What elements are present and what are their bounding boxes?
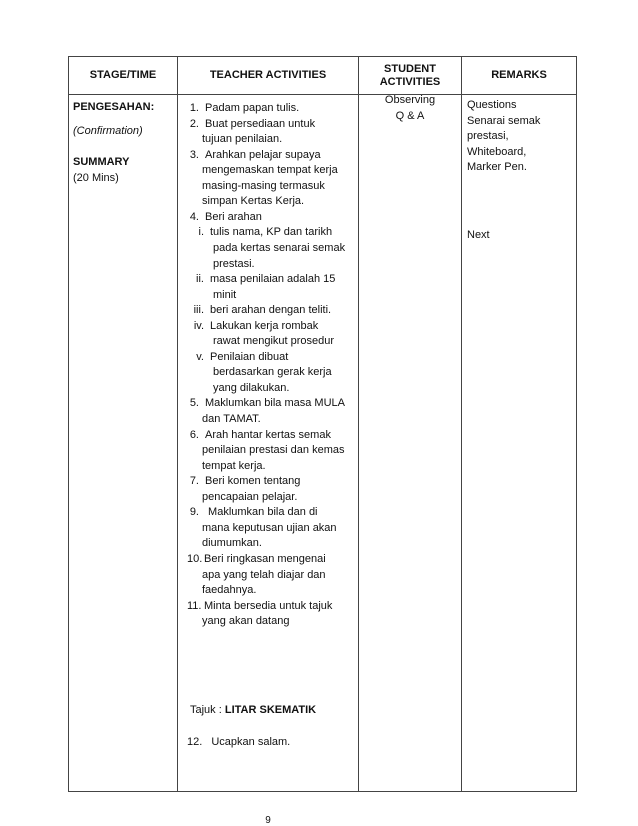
activity-text: Lakukan kerja rombak <box>210 319 319 332</box>
remarks-line: Questions <box>467 99 517 111</box>
teacher-activity-line <box>189 505 318 519</box>
teacher-activity-line <box>202 490 297 504</box>
teacher-activity-line <box>189 117 315 131</box>
student-qa: Q & A <box>395 109 425 122</box>
activity-text: dan TAMAT. <box>202 413 261 425</box>
remarks-next: Next <box>467 228 490 241</box>
activity-text: faedahnya. <box>202 584 257 597</box>
stage-subtitle: (Confirmation) <box>73 124 143 137</box>
activity-number: iv. <box>193 319 204 332</box>
teacher-activity-line <box>182 350 288 364</box>
activity-number: i. <box>198 226 204 239</box>
teacher-activity-line <box>189 101 299 115</box>
activity-text: pada kertas senarai semak <box>213 242 346 254</box>
stage-time: (20 Mins) <box>73 171 119 184</box>
stage-summary: SUMMARY <box>73 156 130 168</box>
teacher-cell <box>178 95 359 826</box>
tajuk-line <box>190 703 316 717</box>
activity-text: pencapaian pelajar. <box>202 490 298 503</box>
activity-number: 3. <box>189 148 199 161</box>
teacher-activity-line <box>202 179 325 193</box>
teacher-activity-line <box>189 396 345 410</box>
activity-text: Beri ringkasan mengenai <box>204 553 326 565</box>
teacher-activity-line <box>189 148 321 162</box>
teacher-activity-line <box>202 443 344 457</box>
teacher-activity-line <box>202 614 289 628</box>
teacher-activity-line <box>213 257 255 271</box>
activity-text: Buat persediaan untuk <box>205 117 316 130</box>
teacher-activity-line <box>182 303 331 317</box>
activity-text: yang dilakukan. <box>213 381 290 394</box>
body-row <box>69 95 577 792</box>
activity-text: tujuan penilaian. <box>202 133 283 146</box>
tajuk-value: LITAR SKEMATIK <box>224 704 317 716</box>
header-row <box>69 57 577 95</box>
activity-text: Maklumkan bila masa MULA <box>205 397 345 410</box>
student-cell <box>359 95 462 792</box>
activity-number: 7. <box>189 475 199 488</box>
remarks-cell <box>462 95 577 792</box>
activity-number: 6. <box>189 428 199 441</box>
activity-text: tempat kerja. <box>202 459 266 472</box>
closing-text: Ucapkan salam. <box>211 736 291 748</box>
header-student <box>359 57 462 95</box>
activity-text: minit <box>213 288 237 301</box>
closing-number: 12. <box>187 736 203 748</box>
teacher-activity-line <box>182 272 335 286</box>
activity-text: yang akan datang <box>202 615 290 628</box>
activity-text: tulis nama, KP dan tarikh <box>210 226 333 239</box>
activity-number: 1. <box>189 102 199 114</box>
remarks-line: Whiteboard, <box>467 145 527 158</box>
activity-text: masa penilaian adalah 15 <box>210 273 336 286</box>
activity-number: 5. <box>189 397 199 410</box>
activity-number: 2. <box>189 117 199 130</box>
teacher-activity-line <box>202 163 338 177</box>
activity-text: Padam papan tulis. <box>205 102 300 114</box>
teacher-activity-line <box>202 412 261 426</box>
header-stage: STAGE/TIME <box>69 57 178 95</box>
teacher-activity-line <box>202 536 262 550</box>
activity-number: 9. <box>189 506 199 519</box>
activity-number: v. <box>196 350 204 363</box>
teacher-activity-line <box>202 583 256 597</box>
activity-text: masing-masing termasuk <box>202 179 325 192</box>
activity-number: 10. <box>187 553 203 565</box>
stage-cell <box>69 95 178 792</box>
activity-text: beri arahan dengan teliti. <box>210 304 332 317</box>
header-student-line1: STUDENT <box>384 62 436 75</box>
activity-text: Minta bersedia untuk tajuk <box>204 599 333 612</box>
teacher-activity-line <box>202 194 304 208</box>
teacher-activity-line <box>187 599 332 613</box>
teacher-activity-line <box>213 334 334 348</box>
activity-text: Beri komen tentang <box>205 475 301 488</box>
page-number: 9 <box>265 815 271 826</box>
activity-text: Penilaian dibuat <box>210 350 289 363</box>
teacher-activity-line <box>189 428 331 442</box>
tajuk-label: Tajuk : <box>190 704 225 716</box>
header-student-line2: ACTIVITIES <box>379 75 441 88</box>
teacher-activity-line <box>213 365 332 379</box>
activity-text: simpan Kertas Kerja. <box>202 195 305 208</box>
teacher-activity-line <box>182 319 318 333</box>
activity-number: 4. <box>189 210 199 223</box>
activity-text: penilaian prestasi dan kemas <box>202 444 345 457</box>
activity-number: 11. <box>187 599 202 612</box>
activity-text: Arah hantar kertas semak <box>205 428 331 441</box>
teacher-activity-line <box>189 474 300 488</box>
activity-text: mana keputusan ujian akan <box>202 521 337 534</box>
activity-text: diumumkan. <box>202 537 262 550</box>
teacher-activity-line <box>202 568 326 582</box>
teacher-activity-line <box>187 552 326 566</box>
lesson-plan-table <box>68 56 577 826</box>
activity-text: mengemaskan tempat kerja <box>202 164 338 177</box>
teacher-activity-line <box>182 225 332 239</box>
teacher-activity-line <box>202 521 337 535</box>
activity-text: prestasi. <box>213 257 255 270</box>
remarks-line: Senarai semak <box>467 114 541 127</box>
header-remarks: REMARKS <box>462 57 577 95</box>
activity-text: Maklumkan bila dan di <box>205 506 318 519</box>
stage-title: PENGESAHAN: <box>73 101 155 113</box>
student-observing: Observing <box>384 94 436 106</box>
activity-text: rawat mengikut prosedur <box>213 335 335 348</box>
teacher-activity-line <box>202 132 282 146</box>
activity-text: Arahkan pelajar supaya <box>205 148 321 161</box>
remarks-line: Marker Pen. <box>467 161 527 173</box>
teacher-activity-line <box>213 241 345 255</box>
activity-number: ii. <box>196 273 204 286</box>
activity-text: berdasarkan gerak kerja <box>213 366 332 379</box>
header-teacher: TEACHER ACTIVITIES <box>178 57 359 95</box>
activity-text: Beri arahan <box>205 210 262 223</box>
teacher-activity-line <box>213 288 236 302</box>
closing-line <box>187 735 290 749</box>
activity-text: apa yang telah diajar dan <box>202 568 326 581</box>
remarks-line: prestasi, <box>467 130 509 142</box>
teacher-activity-line <box>213 381 289 395</box>
teacher-activity-line <box>189 210 262 224</box>
activity-number: iii. <box>193 304 204 317</box>
teacher-activity-line <box>202 459 266 473</box>
